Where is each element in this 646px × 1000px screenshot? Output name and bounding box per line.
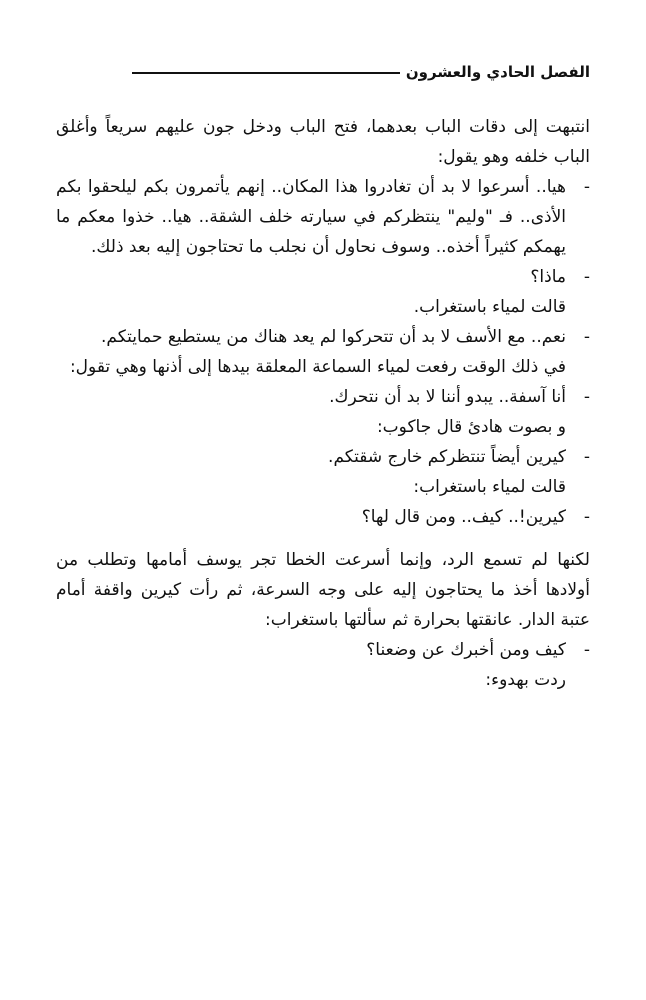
- dialogue-text-5: كيرين أيضاً تنتظركم خارج شقتكم.: [328, 447, 566, 467]
- dialogue-dash: -: [583, 640, 590, 660]
- page-body: [56, 112, 590, 695]
- dialogue-line-2: [56, 262, 590, 292]
- narration-4: قالت لمياء باستغراب:: [413, 477, 566, 497]
- dialogue-text-7: كيف ومن أخبرك عن وضعنا؟: [366, 640, 566, 660]
- dialogue-dash: -: [583, 327, 590, 347]
- dialogue-line-1: [56, 172, 590, 262]
- paragraph-1: انتبهت إلى دقات الباب بعدهما، فتح الباب ودخل جون عليهم سريعاً وأغلق الباب خلفه وهو يقول:: [56, 117, 590, 167]
- dialogue-line-7: [56, 635, 590, 665]
- dialogue-dash: -: [583, 177, 590, 197]
- dialogue-dash: -: [583, 447, 590, 467]
- paragraph-2: لكنها لم تسمع الرد، وإنما أسرعت الخطا تجر يوسف أمامها وتطلب من أولادها أخذ ما يحتاجون إليه على وجه السرعة، ثم رأت كيرين واقفة أمام عتبة الدار. عانقتها بحرارة ثم سألتها باستغراب:: [56, 550, 590, 630]
- dialogue-text-4: أنا آسفة.. يبدو أننا لا بد أن نتحرك.: [329, 387, 566, 407]
- chapter-title: الفصل الحادي والعشرون: [405, 63, 590, 81]
- dialogue-dash: -: [583, 267, 590, 287]
- narration-3: و بصوت هادئ قال جاكوب:: [376, 417, 566, 437]
- header-rule: [132, 72, 400, 74]
- dialogue-text-3: نعم.. مع الأسف لا بد أن تتحركوا لم يعد هناك من يستطيع حمايتكم.: [100, 327, 566, 347]
- dialogue-text-2: ماذا؟: [530, 267, 566, 287]
- narration-2: في ذلك الوقت رفعت لمياء السماعة المعلقة بيدها إلى أذنها وهي تقول:: [69, 357, 566, 377]
- dialogue-dash: -: [583, 387, 590, 407]
- dialogue-dash: -: [583, 507, 590, 527]
- chapter-header: [132, 58, 590, 86]
- narration-1: قالت لمياء باستغراب.: [413, 297, 566, 317]
- dialogue-text-6: كيرين!.. كيف.. ومن قال لها؟: [361, 507, 566, 527]
- dialogue-text-1: هيا.. أسرعوا لا بد أن تغادروا هذا المكان.. إنهم يأتمرون بكم ليلحقوا بكم الأذى.. فـ "وليم" ينتظركم في سيارته خلف الشقة.. هيا.. خذوا معكم ما يهمكم كثيراً أخذه.. وسوف نحاول أن نجلب ما تحتاجون إليه بعد ذلك.: [56, 177, 566, 257]
- dialogue-line-4: [56, 382, 590, 412]
- dialogue-line-6: [56, 502, 590, 532]
- dialogue-line-3: [56, 322, 590, 352]
- dialogue-line-5: [56, 442, 590, 472]
- narration-5: ردت بهدوء:: [485, 670, 566, 690]
